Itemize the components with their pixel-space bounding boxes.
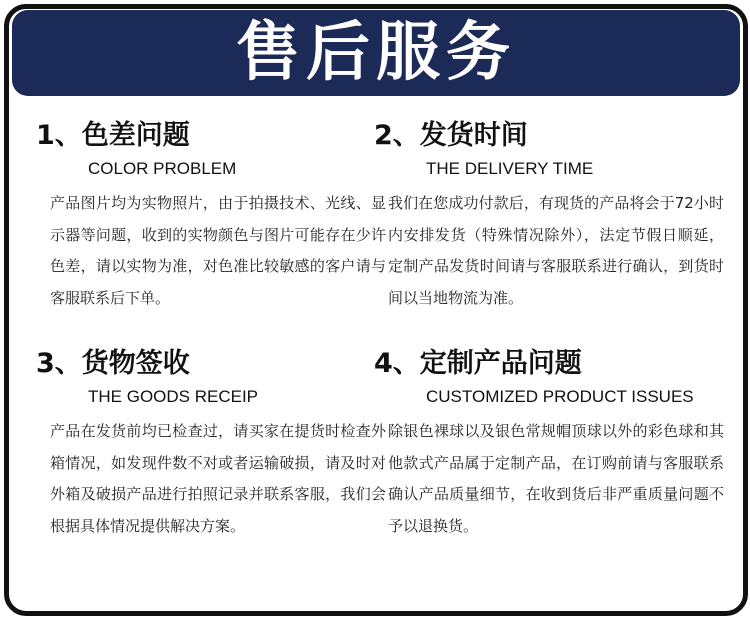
page-title: 售后服务 [236, 16, 516, 90]
section-color-problem [36, 116, 386, 314]
section-customized-product [374, 344, 724, 542]
section-heading: 3、货物签收 [36, 348, 190, 379]
section-subheading: THE GOODS RECEIP [88, 387, 259, 406]
section-heading: 4、定制产品问题 [374, 348, 582, 379]
title-banner [12, 10, 740, 96]
section-heading: 2、发货时间 [374, 120, 528, 151]
section-goods-receipt [36, 344, 386, 542]
section-heading: 1、色差问题 [36, 120, 190, 151]
section-body: 除银色裸球以及银色常规帽顶球以外的彩色球和其他款式产品属于定制产品，在订购前请与客服联系确认产品质量细节，在收到货后非严重质量问题不予以退换货。 [388, 422, 724, 535]
section-subheading: THE DELIVERY TIME [426, 159, 594, 178]
section-body: 我们在您成功付款后，有现货的产品将会于72小时内安排发货（特殊情况除外），法定节假日顺延，定制产品发货时间请与客服联系进行确认，到货时间以当地物流为准。 [388, 194, 724, 307]
section-body: 产品图片均为实物照片，由于拍摄技术、光线、显示器等问题，收到的实物颜色与图片可能存在少许色差，请以实物为准，对色准比较敏感的客户请与客服联系后下单。 [50, 194, 386, 307]
section-subheading: COLOR PROBLEM [88, 159, 237, 178]
section-subheading: CUSTOMIZED PRODUCT ISSUES [426, 387, 694, 406]
section-body: 产品在发货前均已检查过，请买家在提货时检查外箱情况，如发现件数不对或者运输破损，请及时对外箱及破损产品进行拍照记录并联系客服，我们会根据具体情况提供解决方案。 [50, 422, 386, 535]
section-delivery-time [374, 116, 724, 314]
